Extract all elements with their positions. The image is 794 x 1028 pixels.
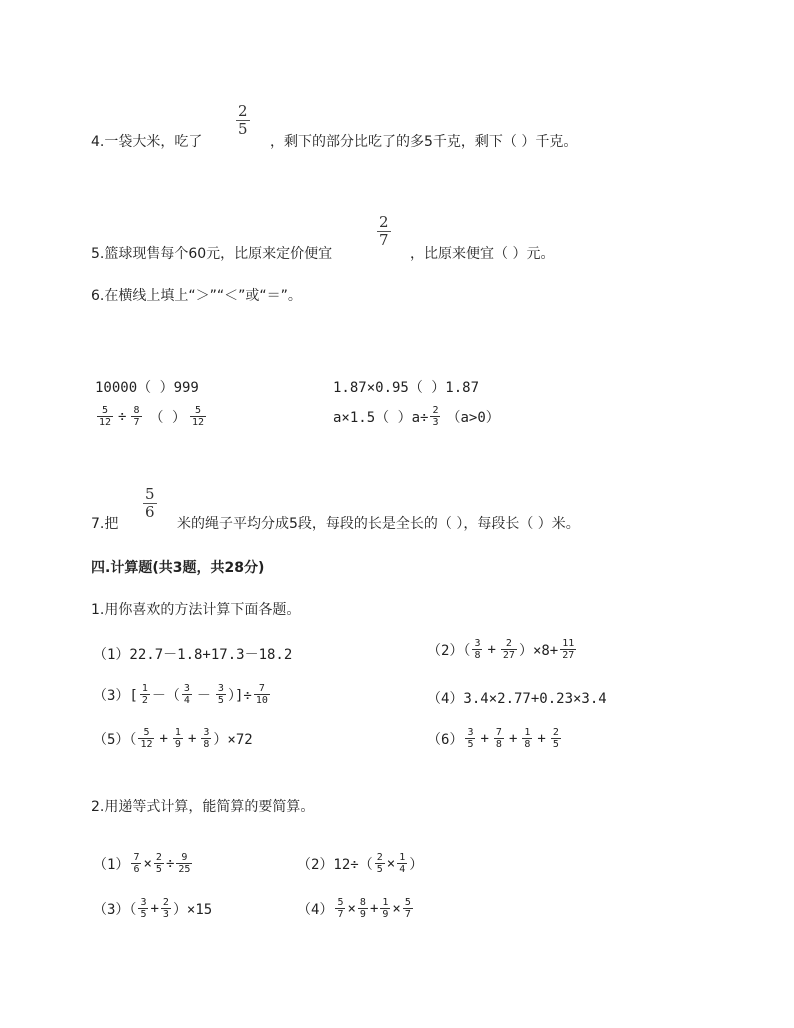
p1-item1: （1）22.7－1.8+17.3－18.2 xyxy=(93,647,293,663)
plus-operator: + xyxy=(150,900,159,917)
numerator: 2 xyxy=(376,852,383,863)
denominator: 3 xyxy=(432,417,439,428)
numerator: 3 xyxy=(217,683,224,694)
fraction xyxy=(465,727,475,750)
denominator: 8 xyxy=(203,739,210,750)
numerator: 2 xyxy=(162,897,169,908)
q5-text-post: ，比原来便宜（ ）元。 xyxy=(410,246,555,262)
p1-item6 xyxy=(427,727,563,750)
plus-operator: + xyxy=(508,730,518,747)
q4-text-post: ，剩下的部分比吃了的多5千克，剩下（ ）千克。 xyxy=(270,134,578,150)
fraction xyxy=(335,897,345,920)
fraction xyxy=(403,897,413,920)
q6-text: 6.在横线上填上“＞”“＜”或“＝”。 xyxy=(91,288,302,304)
p2-item1 xyxy=(93,852,194,875)
denominator: 10 xyxy=(255,695,268,706)
fraction xyxy=(131,852,141,875)
q4-frac-denominator: 5 xyxy=(238,120,248,138)
fraction xyxy=(397,852,407,875)
fraction xyxy=(375,852,385,875)
item-text: ）]÷ xyxy=(227,687,252,704)
numerator: 1 xyxy=(399,852,406,863)
denominator: 5 xyxy=(376,864,383,875)
numerator: 3 xyxy=(203,727,210,738)
minus-operator: － xyxy=(196,687,211,704)
fraction xyxy=(501,638,517,661)
numerator: 1 xyxy=(141,683,148,694)
q5-fraction xyxy=(377,214,391,249)
plus-operator: + xyxy=(480,730,489,747)
divide-operator: ÷ xyxy=(165,855,175,872)
q5-frac-denominator: 7 xyxy=(379,231,389,249)
p1-title: 1.用你喜欢的方法计算下面各题。 xyxy=(91,602,301,618)
numerator: 9 xyxy=(181,852,188,863)
numerator: 7 xyxy=(133,852,140,863)
numerator: 5 xyxy=(404,897,411,908)
numerator: 3 xyxy=(474,638,481,649)
denominator: 9 xyxy=(174,739,181,750)
q6-row2-b-pre: a×1.5（ ）a÷ xyxy=(333,409,429,426)
section-title: 四.计算题(共3题，共28分) xyxy=(91,560,265,576)
denominator: 8 xyxy=(474,650,481,661)
q7-text-pre: 7.把 xyxy=(91,516,119,532)
q6-row1-b: 1.87×0.95（ ）1.87 xyxy=(333,380,480,396)
denominator: 7 xyxy=(337,909,344,920)
denominator: 3 xyxy=(162,909,169,920)
numerator: 1 xyxy=(382,897,389,908)
times-operator: × xyxy=(347,900,356,917)
fraction xyxy=(138,727,154,750)
q4-fraction xyxy=(236,103,250,138)
p2-title: 2.用递等式计算，能简算的要简算。 xyxy=(91,799,315,815)
denominator: 5 xyxy=(467,739,474,750)
numerator: 2 xyxy=(552,727,559,738)
numerator: 5 xyxy=(337,897,344,908)
denominator: 5 xyxy=(217,695,224,706)
fraction xyxy=(173,727,183,750)
item-text: （3）（ xyxy=(93,901,137,918)
q7-frac-denominator: 6 xyxy=(145,503,155,521)
denominator: 5 xyxy=(155,864,162,875)
numerator: 7 xyxy=(495,727,502,738)
p1-item2 xyxy=(427,638,578,661)
fraction xyxy=(472,638,482,661)
plus-operator: + xyxy=(537,730,546,747)
fraction xyxy=(154,852,164,875)
denominator: 7 xyxy=(133,417,140,428)
divide-operator: ÷ xyxy=(118,408,127,425)
q6-row1-a: 10000（ ）999 xyxy=(95,380,199,396)
numerator: 11 xyxy=(562,638,575,649)
denominator: 12 xyxy=(191,417,204,428)
times-operator: × xyxy=(386,855,396,872)
denominator: 5 xyxy=(140,909,147,920)
item-text: （2）（ xyxy=(427,642,471,659)
fraction xyxy=(494,727,504,750)
p1-item5 xyxy=(93,727,253,750)
denominator: 4 xyxy=(399,864,406,875)
numerator: 5 xyxy=(143,727,150,738)
q6-row2-a xyxy=(95,405,208,428)
denominator: 12 xyxy=(99,417,112,428)
fraction xyxy=(190,405,206,428)
q5-text-pre: 5.篮球现售每个60元，比原来定价便宜 xyxy=(91,246,333,262)
q7-fraction xyxy=(143,486,157,521)
numerator: 8 xyxy=(359,897,366,908)
numerator: 1 xyxy=(174,727,181,738)
p2-item3 xyxy=(93,897,212,920)
item-text: ）×8+ xyxy=(518,642,559,659)
fraction xyxy=(138,897,148,920)
numerator: 5 xyxy=(102,405,109,416)
fraction xyxy=(380,897,390,920)
q7-frac-numerator: 5 xyxy=(145,485,155,503)
fraction xyxy=(216,683,226,706)
numerator: 8 xyxy=(133,405,140,416)
plus-operator: + xyxy=(187,730,197,747)
fraction xyxy=(182,683,192,706)
item-text: ）×72 xyxy=(213,731,253,748)
numerator: 1 xyxy=(524,727,531,738)
p1-item3 xyxy=(93,683,272,706)
item-text: ） xyxy=(409,856,424,873)
denominator: 12 xyxy=(140,739,153,750)
fraction xyxy=(358,897,368,920)
denominator: 27 xyxy=(502,650,515,661)
plus-operator: + xyxy=(159,730,168,747)
denominator: 4 xyxy=(183,695,190,706)
q4-text-pre: 4.一袋大米，吃了 xyxy=(91,134,203,150)
fraction xyxy=(430,405,440,428)
fraction xyxy=(522,727,532,750)
item-text: （4） xyxy=(297,901,334,918)
denominator: 8 xyxy=(524,739,531,750)
fraction xyxy=(551,727,561,750)
times-operator: × xyxy=(392,900,401,917)
fraction xyxy=(176,852,192,875)
item-text: （2）12÷（ xyxy=(297,856,373,873)
q6-row2-b-post: （a>0） xyxy=(446,409,500,426)
times-operator: × xyxy=(143,855,152,872)
fraction xyxy=(131,405,141,428)
p2-item4 xyxy=(297,897,415,920)
numerator: 3 xyxy=(140,897,147,908)
denominator: 9 xyxy=(382,909,389,920)
plus-operator: + xyxy=(369,900,379,917)
fraction xyxy=(161,897,171,920)
item-text: －（ xyxy=(151,687,180,704)
denominator: 5 xyxy=(552,739,559,750)
denominator: 8 xyxy=(495,739,502,750)
plus-operator: + xyxy=(487,641,496,658)
q6-row2-b xyxy=(333,405,500,428)
numerator: 3 xyxy=(183,683,190,694)
fraction xyxy=(254,683,270,706)
numerator: 7 xyxy=(258,683,265,694)
denominator: 2 xyxy=(141,695,148,706)
denominator: 9 xyxy=(359,909,366,920)
q5-frac-numerator: 2 xyxy=(379,213,389,231)
p1-item4: （4）3.4×2.77+0.23×3.4 xyxy=(427,691,607,707)
denominator: 6 xyxy=(133,864,140,875)
fraction xyxy=(560,638,576,661)
numerator: 3 xyxy=(467,727,474,738)
numerator: 5 xyxy=(194,405,201,416)
p2-item2 xyxy=(297,852,423,875)
numerator: 2 xyxy=(432,405,439,416)
q4-frac-numerator: 2 xyxy=(238,102,248,120)
denominator: 7 xyxy=(404,909,411,920)
q7-text-post: 米的绳子平均分成5段，每段的长是全长的（ ），每段长（ ）米。 xyxy=(177,516,580,532)
item-text: （3）[ xyxy=(93,687,138,704)
denominator: 27 xyxy=(562,650,575,661)
item-text: （1） xyxy=(93,856,130,873)
denominator: 25 xyxy=(178,864,191,875)
fraction xyxy=(201,727,211,750)
item-text: （6） xyxy=(427,731,464,748)
item-text: ）×15 xyxy=(172,901,213,918)
q6-blank: （ ） xyxy=(149,409,186,426)
numerator: 2 xyxy=(155,852,162,863)
fraction xyxy=(140,683,150,706)
fraction xyxy=(97,405,113,428)
numerator: 2 xyxy=(505,638,512,649)
item-text: （5）（ xyxy=(93,731,137,748)
